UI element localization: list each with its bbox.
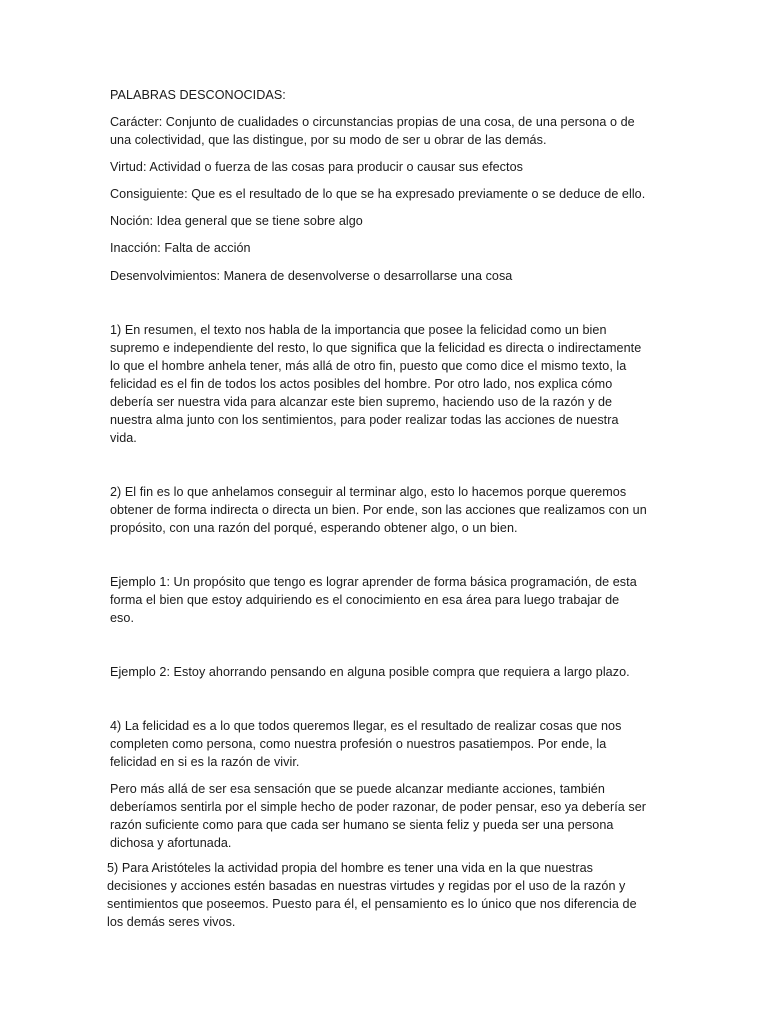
definition-consiguiente: Consiguiente: Que es el resultado de lo que se ha expresado previamente o se deduce de ello. xyxy=(110,187,646,201)
definition-virtud: Virtud: Actividad o fuerza de las cosas para producir o causar sus efectos xyxy=(110,160,523,174)
section-heading: PALABRAS DESCONOCIDAS: xyxy=(110,88,286,102)
example-1: Ejemplo 1: Un propósito que tengo es lograr aprender de forma básica programación, de esta forma el bien que estoy adquiriendo es el conocimiento en esa área para luego trabajar de eso. xyxy=(110,575,637,625)
answer-4: 4) La felicidad es a lo que todos queremos llegar, es el resultado de realizar cosas que nos completen como persona, como nuestra profesión o nuestros pasatiempos. Por ende, la felicidad en si es la razón de vivir. xyxy=(110,719,622,769)
answer-1: 1) En resumen, el texto nos habla de la importancia que posee la felicidad como un bien supremo e independiente del resto, lo que significa que la felicidad es directa o indirectamente lo que el hombre anhela tener, más allá de otro fin, puesto que como dice el mismo texto, la felicidad es el fin de todos los actos posibles del hombre. Por otro lado, nos explica cómo debería ser nuestra vida para alcanzar este bien supremo, haciendo uso de la razón y de nuestra alma junto con los sentimientos, para poder realizar todas las acciones de nuestra vida. xyxy=(110,323,642,445)
example-2: Ejemplo 2: Estoy ahorrando pensando en alguna posible compra que requiera a largo plazo. xyxy=(110,665,630,679)
definition-desenvolvimientos: Desenvolvimientos: Manera de desenvolverse o desarrollarse una cosa xyxy=(110,269,513,283)
definition-nocion: Noción: Idea general que se tiene sobre algo xyxy=(110,214,363,228)
answer-5: 5) Para Aristóteles la actividad propia del hombre es tener una vida en la que nuestras decisiones y acciones estén basadas en nuestras virtudes y regidas por el uso de la razón y sentimientos que poseemos. Puesto para él, el pensamiento es lo único que nos diferencia de los demás seres vivos. xyxy=(107,861,637,929)
definition-caracter: Carácter: Conjunto de cualidades o circunstancias propias de una cosa, de una persona o de una colectividad, que las distingue, por su modo de ser u obrar de las demás. xyxy=(110,115,635,147)
answer-4-continued: Pero más allá de ser esa sensación que se puede alcanzar mediante acciones, también deberíamos sentirla por el simple hecho de poder razonar, de poder pensar, eso ya debería ser razón suficiente como para que cada ser humano se sienta feliz y pueda ser una persona dichosa y afortunada. xyxy=(110,782,647,850)
answer-2: 2) El fin es lo que anhelamos conseguir al terminar algo, esto lo hacemos porque queremos obtener de forma indirecta o directa un bien. Por ende, son las acciones que realizamos con un propósito, con una razón del porqué, esperando obtener algo, o un bien. xyxy=(110,485,647,535)
definition-inaccion: Inacción: Falta de acción xyxy=(110,241,251,255)
